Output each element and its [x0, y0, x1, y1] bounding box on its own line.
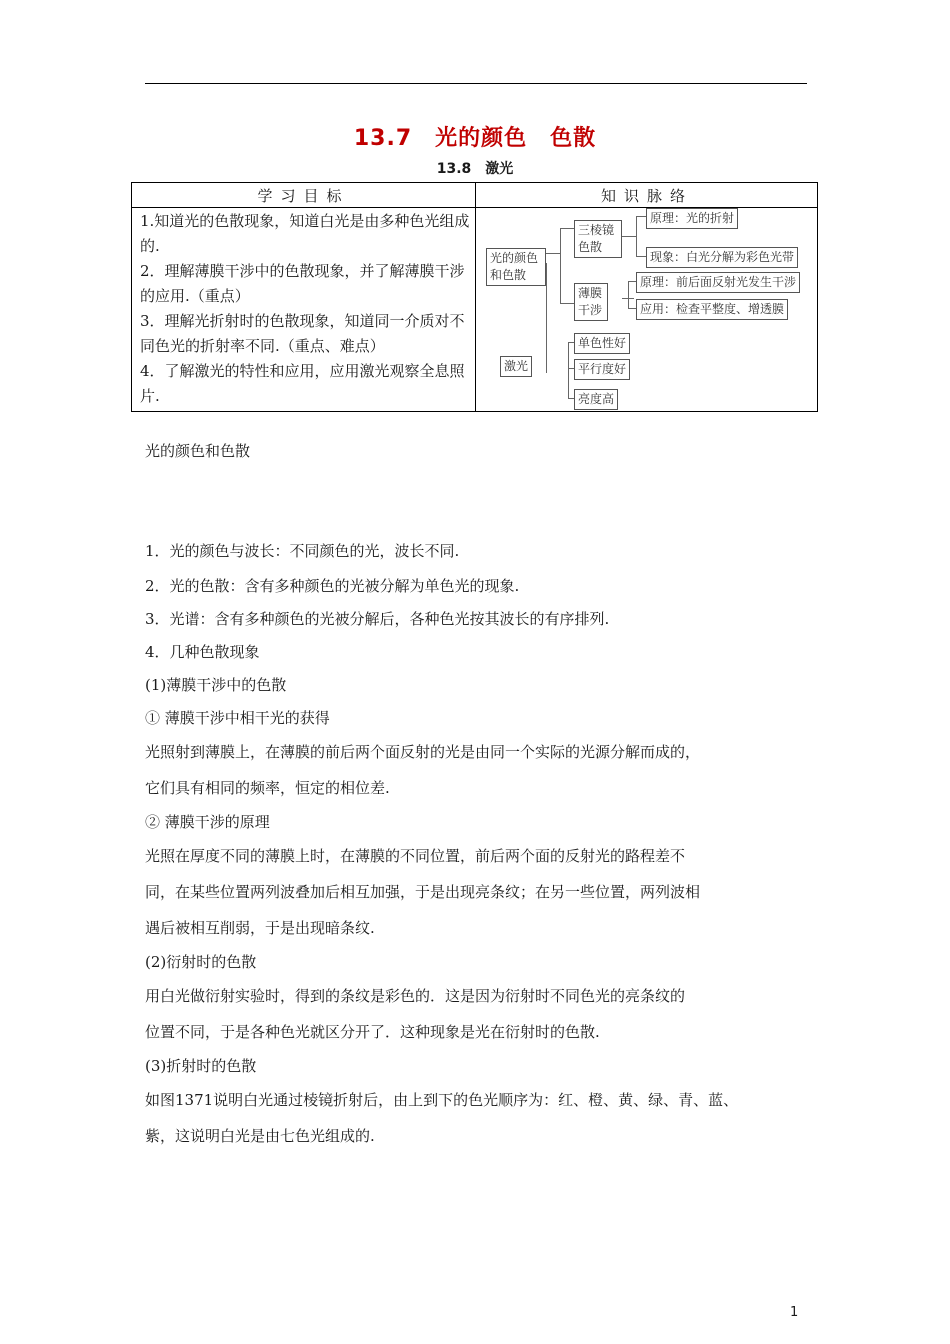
mm-connector — [546, 263, 547, 373]
mm-prism: 三棱镜色散 — [574, 220, 622, 258]
mm-laser-monochromatic: 单色性好 — [574, 333, 630, 354]
mm-connector — [636, 216, 646, 217]
page-number: 1 — [790, 1305, 799, 1320]
mm-laser-parallel: 平行度好 — [574, 359, 630, 380]
paragraph-line: 位置不同，于是各种色光就区分开了．这种现象是光在衍射时的色散. — [145, 1023, 600, 1041]
mm-connector — [560, 303, 574, 304]
paragraph-line: 它们具有相同的频率，恒定的相位差. — [145, 779, 390, 797]
mm-connector — [628, 308, 636, 309]
mm-film: 薄膜干涉 — [574, 283, 608, 321]
mm-prism-phenomenon: 现象：白光分解为彩色光带 — [646, 247, 798, 268]
paragraph-line: (3)折射时的色散 — [145, 1057, 257, 1075]
paragraph-line: 如图1371说明白光通过棱镜折射后，由上到下的色光顺序为：红、橙、黄、绿、青、蓝、 — [145, 1091, 739, 1109]
paragraph-line: (2)衍射时的色散 — [145, 953, 257, 971]
mm-laser: 激光 — [500, 356, 532, 377]
table-header-knowledge: 知识脉络 — [600, 187, 693, 205]
mm-connector — [560, 228, 574, 229]
mm-connector — [636, 216, 637, 256]
paragraph-line: 2．光的色散：含有多种颜色的光被分解为单色光的现象. — [145, 577, 520, 595]
mm-laser-brightness: 亮度高 — [574, 389, 618, 410]
mm-connector — [628, 281, 629, 308]
mm-connector — [628, 281, 636, 282]
mm-prism-principle: 原理：光的折射 — [646, 208, 738, 229]
goal-item: 1.知道光的色散现象，知道白光是由多种色光组成的. — [140, 212, 470, 255]
paragraph-line: 紫，这说明白光是由七色光组成的. — [145, 1127, 375, 1145]
paragraph-line: 光照射到薄膜上，在薄膜的前后两个面反射的光是由同一个实际的光源分解而成的， — [145, 743, 701, 761]
paragraph-line: 4．几种色散现象 — [145, 643, 260, 661]
paragraph-line: 1．光的颜色与波长：不同颜色的光，波长不同. — [145, 542, 460, 560]
mm-film-principle: 原理：前后面反射光发生干涉 — [636, 272, 800, 293]
mm-film-application: 应用：检查平整度、增透膜 — [636, 299, 788, 320]
knowledge-mindmap — [476, 208, 818, 412]
mm-connector — [560, 228, 561, 303]
paragraph-line: 光照在厚度不同的薄膜上时，在薄膜的不同位置，前后两个面的反射光的路程差不 — [145, 847, 686, 865]
mm-connector — [568, 342, 569, 399]
paragraph-line: ① 薄膜干涉中相干光的获得 — [145, 709, 330, 727]
paragraph-line: 遇后被相互削弱，于是出现暗条纹. — [145, 919, 375, 937]
goal-item: 2．理解薄膜干涉中的色散现象，并了解薄膜干涉的应用.（重点） — [140, 262, 465, 305]
goal-item: 4．了解激光的特性和应用，应用激光观察全息照片. — [140, 362, 465, 405]
header-rule — [145, 83, 807, 84]
paragraph-line: 用白光做衍射实验时，得到的条纹是彩色的．这是因为衍射时不同色光的亮条纹的 — [145, 987, 686, 1005]
goals-table — [131, 182, 818, 412]
learning-goals — [140, 209, 470, 409]
paragraph-line: 3．光谱：含有多种颜色的光被分解后，各种色光按其波长的有序排列. — [145, 610, 610, 628]
page-subtitle: 13.8 激光 — [436, 161, 514, 177]
mm-root: 光的颜色和色散 — [486, 248, 546, 286]
goal-item: 3．理解光折射时的色散现象，知道同一介质对不同色光的折射率不同.（重点、难点） — [140, 312, 465, 355]
paragraph-line: (1)薄膜干涉中的色散 — [145, 676, 287, 694]
mm-connector — [622, 236, 636, 237]
section-heading: 光的颜色和色散 — [145, 442, 251, 460]
paragraph-line: ② 薄膜干涉的原理 — [145, 813, 270, 831]
page-title: 13.7 光的颜色 色散 — [353, 126, 597, 151]
paragraph-line: 同，在某些位置两列波叠加后相互加强，于是出现亮条纹；在另一些位置，两列波相 — [145, 883, 701, 901]
mm-connector — [546, 253, 560, 254]
table-header-goals: 学习目标 — [257, 187, 350, 205]
mm-connector — [636, 256, 646, 257]
